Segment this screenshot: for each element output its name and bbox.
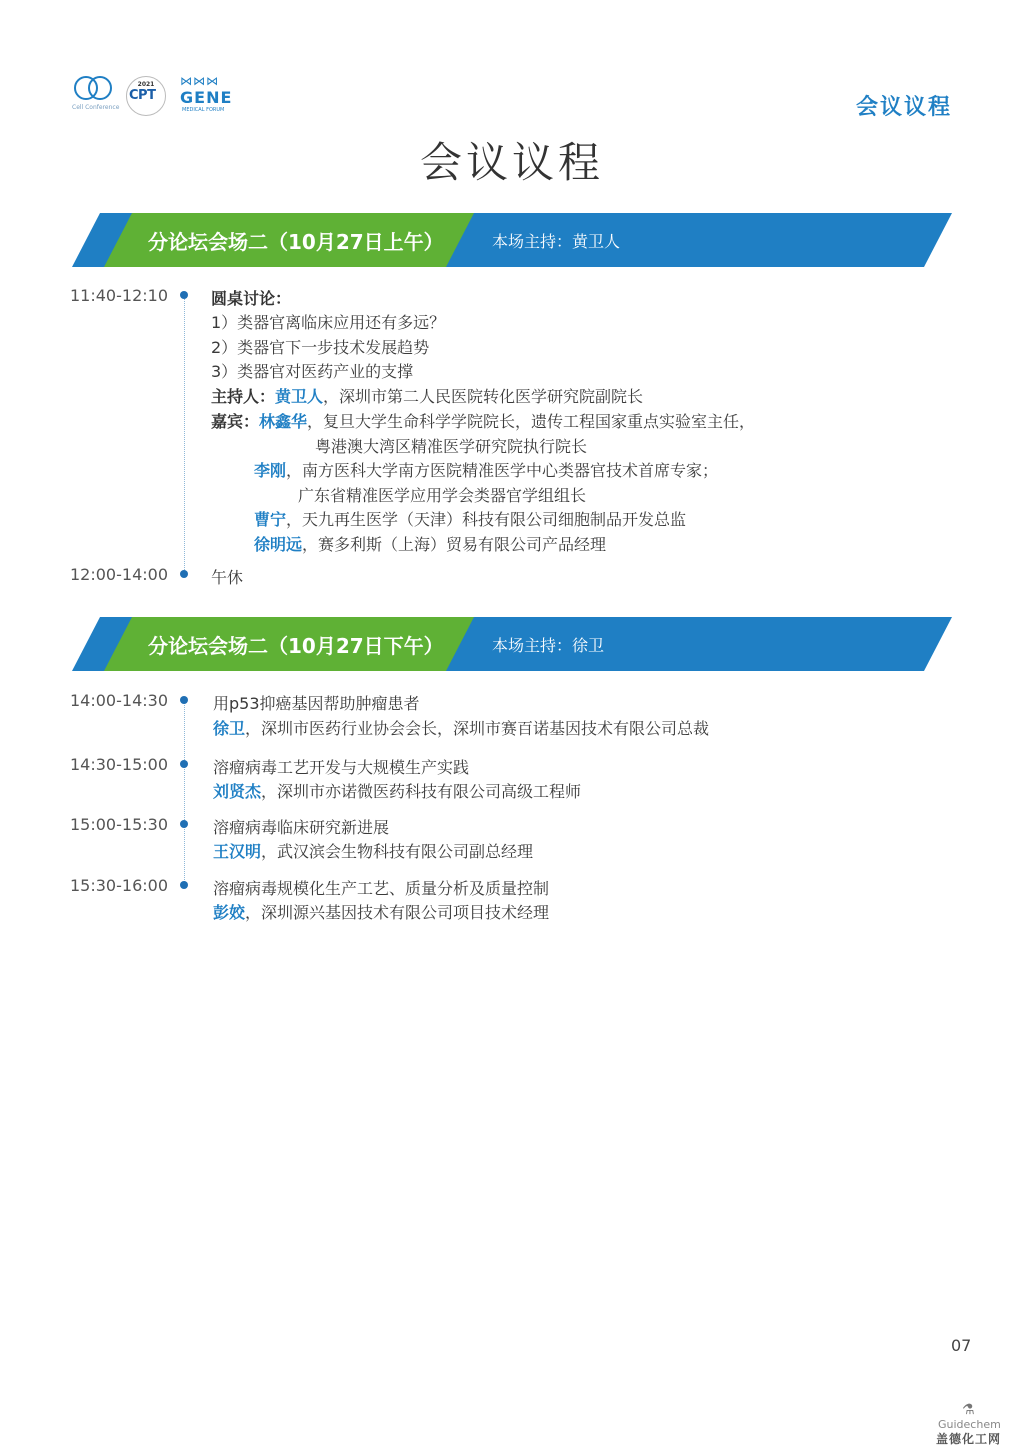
speaker-name: 曹宁 — [254, 510, 287, 529]
page-title: 会议议程 — [419, 138, 604, 187]
cpt-logo: 2021 CPT — [126, 76, 168, 114]
session-title: 分论坛会场二（10月27日下午） — [148, 634, 444, 658]
talk-topic: 溶瘤病毒临床研究新进展 — [213, 818, 390, 837]
dna-icon: ⋈⋈⋈ — [180, 74, 219, 88]
speaker-line: 王汉明，武汉滨会生物科技有限公司副总经理 — [213, 842, 534, 861]
time-slot: 15:30-16:00 — [70, 876, 168, 895]
section-tag: 会议议程 — [855, 95, 952, 120]
timeline-dot — [180, 696, 188, 704]
page-number: 07 — [951, 1336, 972, 1355]
speaker-line: 彭姣，深圳源兴基因技术有限公司项目技术经理 — [213, 903, 550, 922]
time-slot: 11:40-12:10 — [70, 286, 168, 305]
speaker-name: 黄卫人 — [275, 387, 324, 406]
speaker-name: 李刚 — [254, 461, 287, 480]
discussion-topic: 1）类器官离临床应用还有多远？ — [211, 313, 446, 332]
session-banner-morning — [72, 213, 952, 267]
moderator-line: 主持人：黄卫人，深圳市第二人民医院转化医学研究院副院长 — [211, 387, 644, 406]
discussion-topic: 2）类器官下一步技术发展趋势 — [211, 338, 430, 357]
guest-line: 徐明远，赛多利斯（上海）贸易有限公司产品经理 — [254, 535, 607, 554]
watermark: ⚗ Guidechem 盖德化工网 — [936, 1402, 1002, 1446]
speaker-name: 刘贤杰 — [213, 782, 262, 801]
roundtable-title: 圆桌讨论： — [211, 289, 292, 308]
speaker-name: 徐明远 — [254, 535, 303, 554]
ring-icon — [88, 76, 112, 100]
guest-line: 李刚，南方医科大学南方医院精准医学中心类器官技术首席专家； — [254, 461, 719, 480]
timeline-dot — [180, 291, 188, 299]
discussion-topic: 3）类器官对医药产业的支撑 — [211, 362, 414, 381]
timeline-line — [184, 296, 186, 574]
speaker-name: 彭姣 — [213, 903, 246, 922]
timeline-dot — [180, 570, 188, 578]
lunch-break: 午休 — [211, 568, 244, 587]
guest-line: 嘉宾：林鑫华，复旦大学生命科学学院院长，遗传工程国家重点实验室主任， — [211, 412, 756, 431]
time-slot: 15:00-15:30 — [70, 815, 168, 834]
time-slot: 12:00-14:00 — [70, 565, 168, 584]
speaker-name: 林鑫华 — [259, 412, 308, 431]
guest-affiliation: 广东省精准医学应用学会类器官学组组长 — [298, 486, 587, 505]
speaker-line: 刘贤杰，深圳市亦诺微医药科技有限公司高级工程师 — [213, 782, 582, 801]
speaker-name: 王汉明 — [213, 842, 262, 861]
timeline-dot — [180, 881, 188, 889]
timeline-line — [184, 700, 186, 888]
flask-icon: ⚗ — [962, 1402, 975, 1418]
speaker-line: 徐卫，深圳市医药行业协会会长，深圳市赛百诺基因技术有限公司总裁 — [213, 719, 710, 738]
conference-logo: Cell Conference — [72, 74, 112, 118]
session-title: 分论坛会场二（10月27日上午） — [148, 230, 444, 254]
speaker-name: 徐卫 — [213, 719, 246, 738]
guest-line: 曹宁，天九再生医学（天津）科技有限公司细胞制品开发总监 — [254, 510, 687, 529]
time-slot: 14:00-14:30 — [70, 691, 168, 710]
gene-forum-logo: ⋈⋈⋈ GENE MEDICAL FORUM — [180, 74, 233, 113]
time-slot: 14:30-15:00 — [70, 755, 168, 774]
guest-affiliation: 粤港澳大湾区精准医学研究院执行院长 — [315, 437, 588, 456]
talk-topic: 用p53抑癌基因帮助肿瘤患者 — [213, 694, 420, 713]
timeline-dot — [180, 760, 188, 768]
session-banner-afternoon — [72, 617, 952, 671]
timeline-dot — [180, 820, 188, 828]
talk-topic: 溶瘤病毒规模化生产工艺、质量分析及质量控制 — [213, 879, 550, 898]
session-host: 本场主持：徐卫 — [492, 636, 605, 655]
talk-topic: 溶瘤病毒工艺开发与大规模生产实践 — [213, 758, 470, 777]
session-host: 本场主持：黄卫人 — [492, 232, 621, 251]
